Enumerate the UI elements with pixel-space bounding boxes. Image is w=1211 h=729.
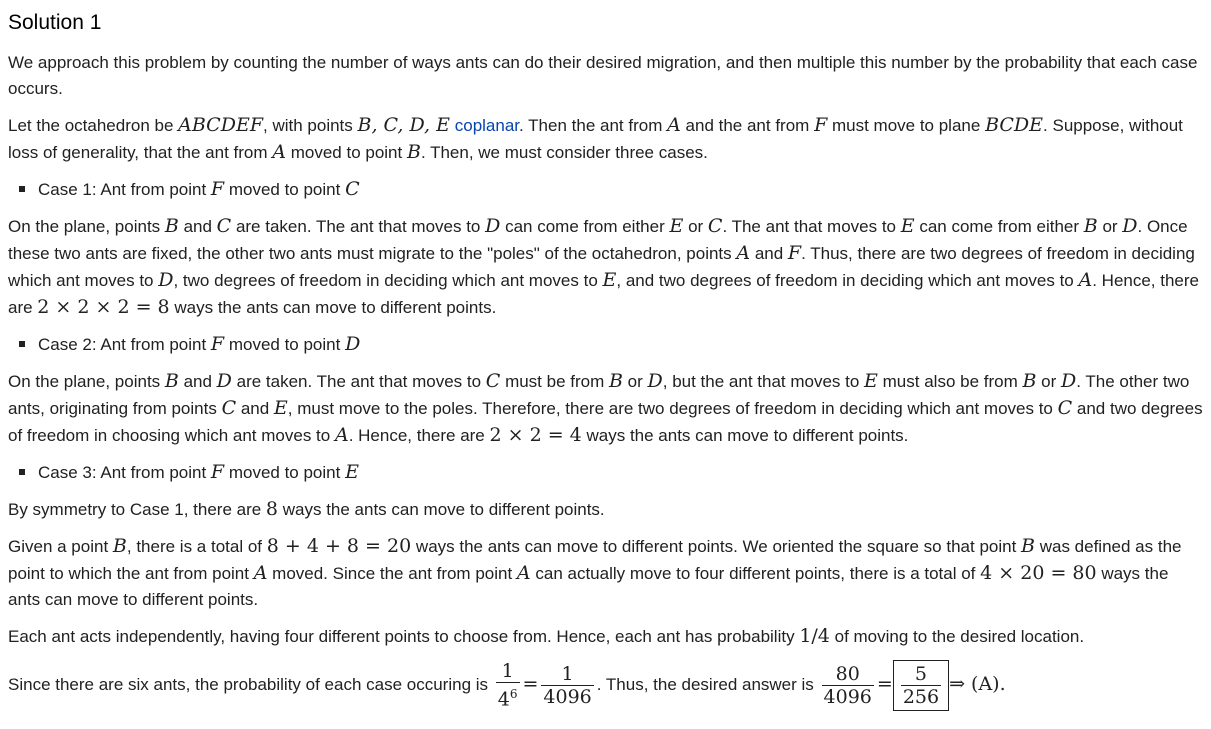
total-paragraph	[8, 533, 1203, 613]
math-expression: 4 × 20 = 80	[980, 562, 1097, 584]
math-var: C	[707, 215, 723, 237]
fraction-one-over-4096	[541, 663, 593, 708]
text: are taken. The ant that moves to	[231, 217, 486, 236]
math-var: B	[164, 370, 179, 392]
text: can come from either	[500, 217, 670, 236]
case-3-paragraph	[8, 496, 1203, 523]
math-var: E	[864, 370, 878, 392]
math-var: B	[406, 141, 421, 163]
text: Since there are six ants, the probability of each case occuring is	[8, 674, 493, 694]
math-var: A	[253, 562, 268, 584]
base: 4	[497, 688, 510, 711]
coplanar-link[interactable]: coplanar	[454, 116, 520, 135]
numerator: 80	[835, 663, 860, 685]
denominator: 4096	[543, 686, 592, 708]
text: and	[750, 244, 788, 263]
math-var: D	[485, 215, 501, 237]
equals-sign: =	[876, 672, 893, 695]
math-var: B	[1021, 535, 1035, 557]
math-var: D	[216, 370, 232, 392]
case-2-list	[8, 331, 1203, 358]
text: must be from	[500, 372, 609, 391]
case-3-item	[38, 459, 1203, 486]
text: and	[178, 217, 217, 236]
text: Each ant acts independently, having four different points to choose from. Hence, each ant has probability	[8, 627, 800, 646]
text: Let the octahedron be	[8, 116, 179, 135]
case-1-paragraph	[8, 213, 1203, 321]
numerator: 1	[561, 663, 574, 685]
setup-paragraph	[8, 112, 1203, 166]
text: . Hence, there are	[8, 271, 1199, 317]
text: are taken. The ant that moves to	[231, 372, 486, 391]
text: Case 1: Ant from point	[38, 180, 211, 199]
math-var: C	[1057, 397, 1073, 419]
case-1-list	[8, 176, 1203, 203]
math-var: B	[1083, 215, 1098, 237]
boxed-answer	[893, 660, 949, 711]
text: can come from either	[914, 217, 1084, 236]
math-points: B, C, D, E	[357, 114, 451, 136]
math-plane: BCDE	[985, 114, 1044, 136]
text: and	[178, 372, 217, 391]
text: moved to point	[224, 180, 346, 199]
math-var: F	[210, 333, 225, 355]
text: , with points	[263, 116, 358, 135]
text: or	[1097, 217, 1123, 236]
text: . The ant that moves to	[722, 217, 901, 236]
text: moved to point	[224, 335, 346, 354]
text: . Thus, the desired answer is	[596, 674, 819, 694]
math-var: C	[485, 370, 501, 392]
math-var: A	[667, 114, 681, 136]
math-var: C	[221, 397, 237, 419]
text: and the ant from	[680, 116, 815, 135]
text: On the plane, points	[8, 217, 165, 236]
math-var: E	[345, 461, 359, 483]
math-var: A	[1078, 269, 1093, 291]
math-var: C	[216, 215, 232, 237]
math-var: F	[787, 242, 802, 264]
math-var: C	[345, 178, 360, 200]
text: ways the ants can move to different points. We oriented the square so that point	[411, 537, 1022, 556]
text: or	[683, 217, 708, 236]
case-3-list	[8, 459, 1203, 486]
exponent: 6	[509, 687, 518, 702]
math-var: B	[112, 535, 127, 557]
math-expression: 2 × 2 = 4	[489, 424, 582, 446]
intro-paragraph: We approach this problem by counting the number of ways ants can do their desired migration, and then multiple this number by the probability that each case occurs.	[8, 53, 1198, 98]
equals-sign: =	[522, 672, 539, 695]
text: Case 3: Ant from point	[38, 463, 211, 482]
math-var: B	[608, 370, 623, 392]
text: Case 2: Ant from point	[38, 335, 211, 354]
math-var: D	[1061, 370, 1077, 392]
text: moved. Since the ant from point	[267, 564, 517, 583]
text: and	[236, 399, 274, 418]
math-number: 8	[265, 498, 279, 520]
numerator: 1	[501, 660, 514, 683]
text: , and two degrees of freedom in deciding which ant moves to	[616, 271, 1079, 290]
numerator: 5	[914, 663, 927, 685]
denominator: 4096	[823, 686, 872, 708]
text: . The other two ants, originating from points	[8, 372, 1190, 418]
text: On the plane, points	[8, 372, 165, 391]
math-octahedron: ABCDEF	[178, 114, 264, 136]
math-var: D	[158, 269, 174, 291]
text: , two degrees of freedom in deciding which ant moves to	[173, 271, 603, 290]
math-var: E	[900, 215, 915, 237]
math-var: F	[210, 178, 225, 200]
math-var: B	[164, 215, 179, 237]
text: Given a point	[8, 537, 113, 556]
text: must move to plane	[827, 116, 986, 135]
math-var: B	[1022, 370, 1037, 392]
math-var: E	[273, 397, 288, 419]
math-var: A	[272, 141, 286, 163]
math-fraction: 1/4	[799, 625, 830, 647]
math-var: D	[345, 333, 361, 355]
math-var: F	[210, 461, 225, 483]
text: ways the ants can move to different points.	[169, 298, 497, 317]
math-var: A	[334, 424, 349, 446]
probability-paragraph	[8, 623, 1203, 650]
math-var: E	[602, 269, 617, 291]
text: . Then, we must consider three cases.	[420, 143, 708, 162]
text: ways the ants can move to different points.	[278, 500, 605, 519]
denominator: 256	[902, 686, 940, 708]
text: . Suppose, without loss of generality, that the ant from	[8, 116, 1183, 162]
bullet-icon	[19, 341, 25, 347]
text: can actually move to four different points, there is a total of	[530, 564, 981, 583]
fraction-80-over-4096	[822, 663, 874, 708]
math-var: F	[814, 114, 828, 136]
text: , but the ant that moves to	[662, 372, 865, 391]
text: By symmetry to Case 1, there are	[8, 500, 266, 519]
text: must also be from	[877, 372, 1023, 391]
text: and two degrees of freedom in choosing which ant moves to	[8, 399, 1203, 445]
answer-choice: ⇒ (A).	[949, 672, 1006, 695]
math-expression: 2 × 2 × 2 = 8	[37, 296, 170, 318]
fraction-one-over-four-pow-six	[496, 660, 520, 710]
fraction-5-over-256	[901, 663, 941, 708]
case-2-paragraph	[8, 368, 1203, 449]
text: moved to point	[286, 143, 407, 162]
text: was defined as the point to which the ant from point	[8, 537, 1182, 583]
math-expression: 8 + 4 + 8 = 20	[266, 535, 412, 557]
text: of moving to the desired location.	[829, 627, 1085, 646]
bullet-icon	[19, 469, 25, 475]
text: . Then the ant from	[519, 116, 668, 135]
math-var: D	[647, 370, 663, 392]
text: ways the ants can move to different points.	[8, 564, 1169, 609]
math-var: A	[736, 242, 751, 264]
text: , must move to the poles. Therefore, there are two degrees of freedom in deciding which ant moves to	[287, 399, 1058, 418]
text: . Hence, there are	[348, 426, 490, 445]
case-1-item	[38, 176, 1203, 203]
math-var: A	[516, 562, 531, 584]
final-answer-paragraph	[8, 660, 1203, 711]
text: , there is a total of	[126, 537, 267, 556]
text: . Once these two ants are fixed, the other two ants must migrate to the "poles" of the octahedron, points	[8, 217, 1188, 263]
text: ways the ants can move to different points.	[581, 426, 909, 445]
text: . Thus, there are two degrees of freedom in deciding which ant moves to	[8, 244, 1195, 290]
denominator	[496, 682, 520, 710]
text: moved to point	[224, 463, 346, 482]
math-var: E	[669, 215, 684, 237]
text: or	[1036, 372, 1062, 391]
bullet-icon	[19, 186, 25, 192]
section-heading: Solution 1	[8, 11, 102, 34]
math-var: D	[1122, 215, 1138, 237]
text: or	[622, 372, 648, 391]
case-2-item	[38, 331, 1203, 358]
